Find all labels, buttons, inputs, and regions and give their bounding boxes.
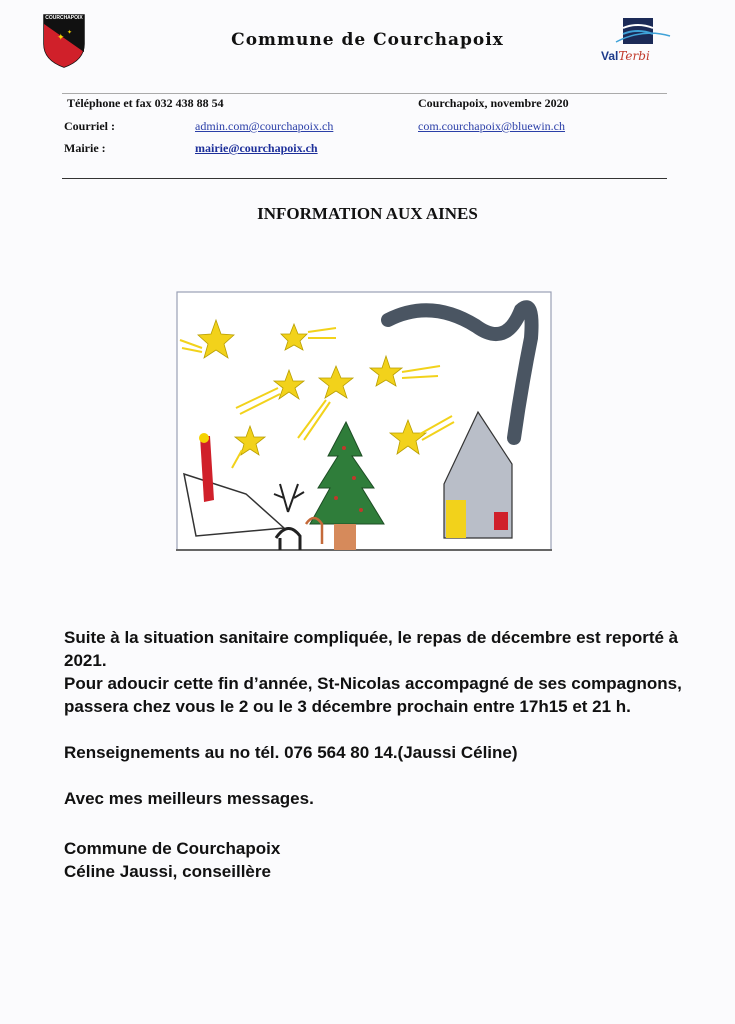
contact-paragraph: Renseignements au no tél. 076 564 80 14.(Jaussi Céline) bbox=[64, 743, 518, 762]
signature-name: Céline Jaussi, conseillère bbox=[64, 862, 271, 881]
email-label: Courriel : bbox=[64, 119, 115, 133]
page-title: INFORMATION AUX AINES bbox=[257, 204, 478, 223]
signature-commune: Commune de Courchapoix bbox=[64, 839, 281, 858]
svg-text:✦: ✦ bbox=[67, 29, 73, 36]
svg-text:✦: ✦ bbox=[57, 33, 65, 43]
phone-line: Téléphone et fax 032 438 88 54 bbox=[67, 96, 224, 110]
closing-line: Avec mes meilleurs messages. bbox=[64, 789, 314, 808]
valterbi-wordmark bbox=[601, 49, 650, 63]
crest-label: COURCHAPOIX bbox=[45, 15, 83, 21]
email-link-bluewin[interactable]: com.courchapoix@bluewin.ch bbox=[418, 119, 566, 133]
st-nicolas-paragraph: Pour adoucir cette fin d’année, St-Nicolas accompagné de ses compagnons, passera chez vous le 2 ou le 3 décembre prochain entre 17h15 et 21 h. bbox=[64, 674, 682, 716]
header-divider bbox=[62, 93, 667, 94]
announcement-paragraph: Suite à la situation sanitaire compliquée, le repas de décembre est reporté à 2021. bbox=[64, 628, 679, 670]
date-line: Courchapoix, novembre 2020 bbox=[418, 96, 569, 110]
mairie-label: Mairie : bbox=[64, 141, 106, 155]
valterbi-name: Val bbox=[601, 49, 619, 63]
email-link-admin[interactable]: admin.com@courchapoix.ch bbox=[195, 119, 334, 133]
contact-divider bbox=[62, 178, 667, 179]
valterbi-script: Terbi bbox=[618, 49, 650, 63]
commune-title: Commune de Courchapoix bbox=[231, 30, 504, 50]
email-link-mairie[interactable]: mairie@courchapoix.ch bbox=[195, 141, 318, 155]
christmas-drawing bbox=[176, 288, 552, 552]
